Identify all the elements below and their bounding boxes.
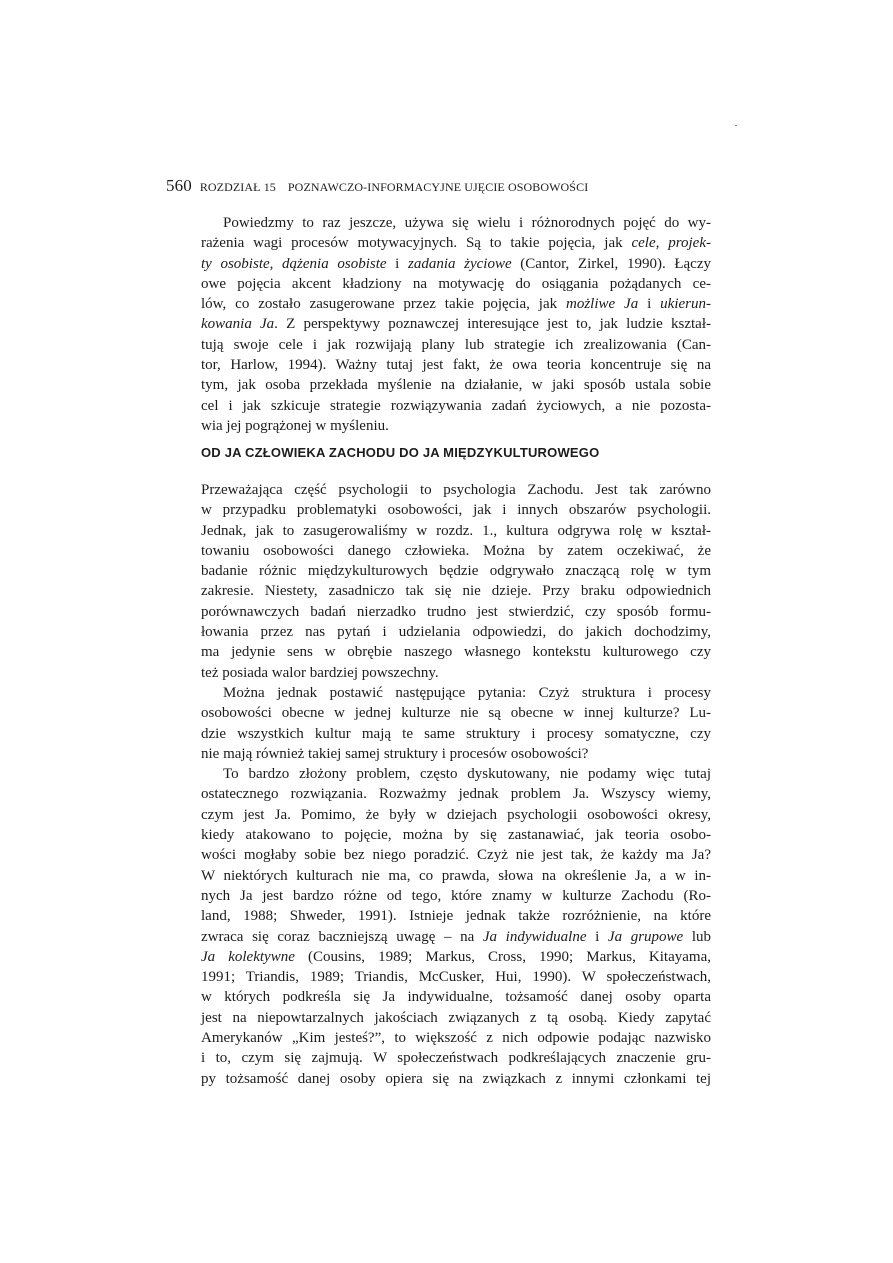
text-line: Amerykanów „Kim jesteś?”, to większość z nich odpowie podając nazwisko: [201, 1030, 711, 1047]
section-cross-cultural: [201, 480, 711, 1089]
text-line: łowania przez nas pytań i udzielania odpowiedzi, do jakich dochodzimy,: [201, 624, 711, 641]
text-line: zakresie. Niestety, zasadniczo tak się nie dzieje. Przy braku odpowiednich: [201, 583, 711, 600]
paragraph-questions: [201, 683, 711, 764]
paragraph-self: [201, 764, 711, 1089]
text-line: cel i jak szkicuje strategie rozwiązywania zadań życiowych, a nie pozosta-: [201, 397, 711, 414]
text-line: dzie wszystkich kultur mają te same struktury i procesy somatyczne, czy: [201, 725, 711, 742]
text-line: W niektórych kulturach nie ma, co prawda, słowa na określenie Ja, a w in-: [201, 867, 711, 884]
text-line: porównawczych badań nierzadko trudno jest stwierdzić, czy sposób formu-: [201, 603, 711, 620]
text-line: wia jej pogrążonej w myśleniu.: [201, 417, 389, 434]
text-line: nych Ja jest bardzo różne od tego, które znamy w kulturze Zachodu (Ro-: [201, 887, 711, 904]
text-line: ostatecznego rozwiązania. Rozważmy jednak problem Ja. Wszyscy wiemy,: [201, 786, 711, 803]
text-line: kowania Ja. Z perspektywy poznawczej interesujące jest to, jak ludzie kształ-: [201, 316, 711, 333]
text-line: zwraca się coraz baczniejszą uwagę – na Ja indywidualne i Ja grupowe lub: [201, 928, 712, 945]
text-line: ma jedynie sens w obrębie naszego własnego kontekstu kulturowego czy: [201, 644, 711, 661]
text-line: Można jednak postawić następujące pytania: Czyż struktura i procesy: [223, 684, 711, 701]
text-line: py tożsamość danej osoby opiera się na związkach z innymi członkami tej: [201, 1070, 711, 1087]
paragraph-west: [201, 480, 711, 683]
text-line: Ja kolektywne (Cousins, 1989; Markus, Cross, 1990; Markus, Kitayama,: [201, 948, 711, 965]
text-line: Powiedzmy to raz jeszcze, używa się wielu i różnorodnych pojęć do wy-: [223, 215, 711, 231]
chapter-title: POZNAWCZO-INFORMACYJNE UJĘCIE OSOBOWOŚCI: [287, 180, 589, 194]
text-line: owe pojęcia akcent kładziony na motywację do osiągania pożądanych ce-: [201, 275, 711, 292]
text-line: badanie różnic międzykulturowych będzie odgrywało znaczącą rolę w tym: [201, 563, 711, 580]
text-line: rażenia wagi procesów motywacyjnych. Są to takie pojęcia, jak cele, projek-: [201, 235, 711, 252]
text-line: w których podkreśla się Ja indywidualne, tożsamość danej osoby oparta: [201, 989, 711, 1006]
text-line: osobowości obecne w jednej kulturze nie są obecne w innej kulturze? Lu-: [201, 705, 711, 722]
text-line: land, 1988; Shweder, 1991). Istnieje jednak także rozróżnienie, na które: [201, 908, 711, 925]
text-line: tym, jak osoba przekłada myślenie na działanie, w jaki sposób ustala sobie: [201, 377, 711, 394]
text-line: kiedy atakowano to pojęcie, można by się zastanawiać, jak teoria osobo-: [201, 827, 711, 844]
text-line: lów, co zostało zasugerowane przez takie pojęcia, jak możliwe Ja i ukierun-: [201, 296, 711, 313]
text-line: w przypadku problematyki osobowości, jak i innych obszarów psychologii.: [201, 502, 711, 519]
text-line: czym jest Ja. Pomimo, że były w dziejach psychologii osobowości okresy,: [201, 806, 711, 823]
text-line: nie mają również takiej samej struktury i procesów osobowości?: [201, 745, 589, 762]
text-line: ty osobiste, dążenia osobiste i zadania życiowe (Cantor, Zirkel, 1990). Łączy: [201, 255, 711, 272]
text-line: też posiada walor bardziej powszechny.: [201, 664, 439, 681]
text-line: tor, Harlow, 1994). Ważny tutaj jest fakt, że owa teoria koncentruje się na: [201, 357, 711, 374]
text-line: towaniu osobowości danego człowieka. Można by zatem oczekiwać, że: [201, 542, 711, 559]
text-line: wości mogłaby sobie bez niego poradzić. Czyż nie jest tak, że każdy ma Ja?: [201, 847, 711, 864]
paragraph-motivation: [201, 213, 711, 436]
running-head: [166, 176, 726, 196]
text-line: Jednak, jak to zasugerowaliśmy w rozdz. 1., kultura odgrywa rolę w kształ-: [201, 522, 711, 539]
text-line: jest na niepowtarzalnych jakościach związanych z tą osobą. Kiedy zapytać: [201, 1009, 711, 1026]
text-line: i to, czym się zajmują. W społeczeństwach podkreślających znaczenie gru-: [201, 1050, 711, 1067]
page-number: 560: [166, 176, 192, 195]
text-line: To bardzo złożony problem, często dyskutowany, nie podamy więc tutaj: [223, 766, 711, 783]
scan-mark: [735, 125, 737, 126]
text-line: Przeważająca część psychologii to psychologia Zachodu. Jest tak zarówno: [201, 482, 711, 498]
text-line: 1991; Triandis, 1989; Triandis, McCusker, Hui, 1990). W społeczeństwach,: [201, 969, 711, 986]
text-line: tują swoje cele i jak rozwijają plany lub strategie ich zrealizowania (Can-: [201, 336, 711, 353]
section-heading: OD JA CZŁOWIEKA ZACHODU DO JA MIĘDZYKULTUROWEGO: [201, 445, 600, 460]
chapter-label: ROZDZIAŁ 15: [199, 180, 276, 194]
